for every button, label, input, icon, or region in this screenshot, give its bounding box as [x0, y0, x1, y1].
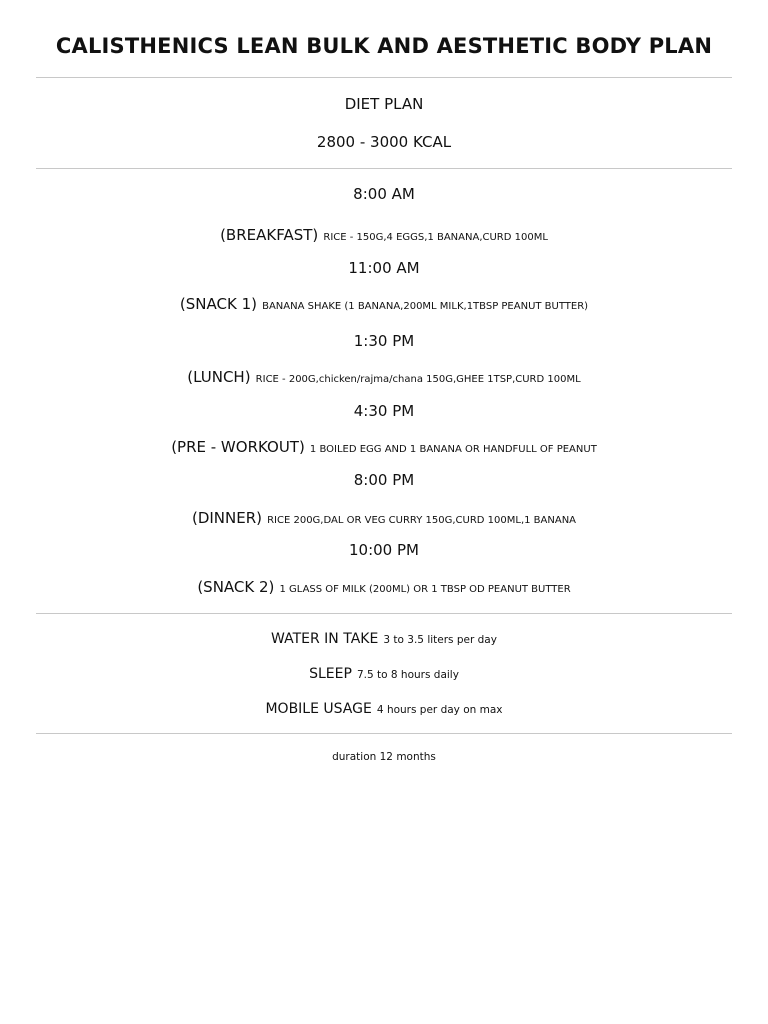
- meal-detail: RICE 200G,DAL OR VEG CURRY 150G,CURD 100ML,1 BANANA: [267, 515, 577, 526]
- meal-detail: RICE - 150G,4 EGGS,1 BANANA,CURD 100ML: [323, 232, 548, 243]
- meal-label: (LUNCH): [187, 368, 251, 386]
- habit-entry: [0, 663, 768, 682]
- habit-label: MOBILE USAGE: [265, 701, 372, 717]
- meal-detail-part: RICE - 200G,: [255, 374, 319, 385]
- habit-detail: 3 to 3.5 liters per day: [383, 634, 497, 646]
- divider: [36, 77, 732, 78]
- meal-entry: [0, 508, 768, 527]
- meal-entry: [0, 577, 768, 596]
- meal-entry: [0, 294, 768, 313]
- meal-time: 8:00 PM: [353, 471, 415, 489]
- meal-entry: [0, 367, 768, 386]
- meal-entry: [0, 437, 768, 456]
- divider: [36, 733, 732, 734]
- divider: [36, 168, 732, 169]
- plan-duration: duration 12 months: [332, 751, 436, 763]
- habit-entry: [0, 628, 768, 647]
- meal-time: 10:00 PM: [349, 541, 419, 559]
- habit-detail: 7.5 to 8 hours daily: [356, 669, 459, 681]
- meal-entry: [0, 225, 768, 244]
- habit-label: SLEEP: [309, 666, 352, 682]
- meal-detail: 1 BOILED EGG AND 1 BANANA OR HANDFULL OF PEANUT: [309, 444, 597, 455]
- habit-label: WATER IN TAKE: [271, 631, 379, 647]
- meal-time: 1:30 PM: [353, 332, 415, 350]
- calorie-target: 2800 - 3000 KCAL: [316, 133, 452, 151]
- meal-time: 11:00 AM: [348, 259, 420, 277]
- habit-entry: [0, 698, 768, 717]
- diet-plan-heading: DIET PLAN: [344, 95, 424, 113]
- meal-detail: 1 GLASS OF MILK (200ML) OR 1 TBSP OD PEANUT BUTTER: [279, 584, 571, 595]
- meal-detail-part: 150G,GHEE 1TSP,CURD 100ML: [422, 374, 581, 385]
- meal-time: 8:00 AM: [353, 185, 415, 203]
- meal-label: (PRE - WORKOUT): [171, 438, 305, 456]
- page-title: CALISTHENICS LEAN BULK AND AESTHETIC BODY PLAN: [55, 34, 713, 58]
- meal-label: (SNACK 1): [179, 295, 257, 313]
- meal-detail: BANANA SHAKE (1 BANANA,200ML MILK,1TBSP PEANUT BUTTER): [262, 301, 589, 312]
- meal-label: (BREAKFAST): [220, 226, 319, 244]
- divider: [36, 613, 732, 614]
- meal-time: 4:30 PM: [353, 402, 415, 420]
- meal-label: (SNACK 2): [197, 578, 275, 596]
- meal-detail-part: chicken/rajma/chana: [318, 374, 423, 385]
- meal-detail: [256, 374, 581, 385]
- meal-label: (DINNER): [191, 509, 262, 527]
- habit-detail: 4 hours per day on max: [376, 704, 503, 716]
